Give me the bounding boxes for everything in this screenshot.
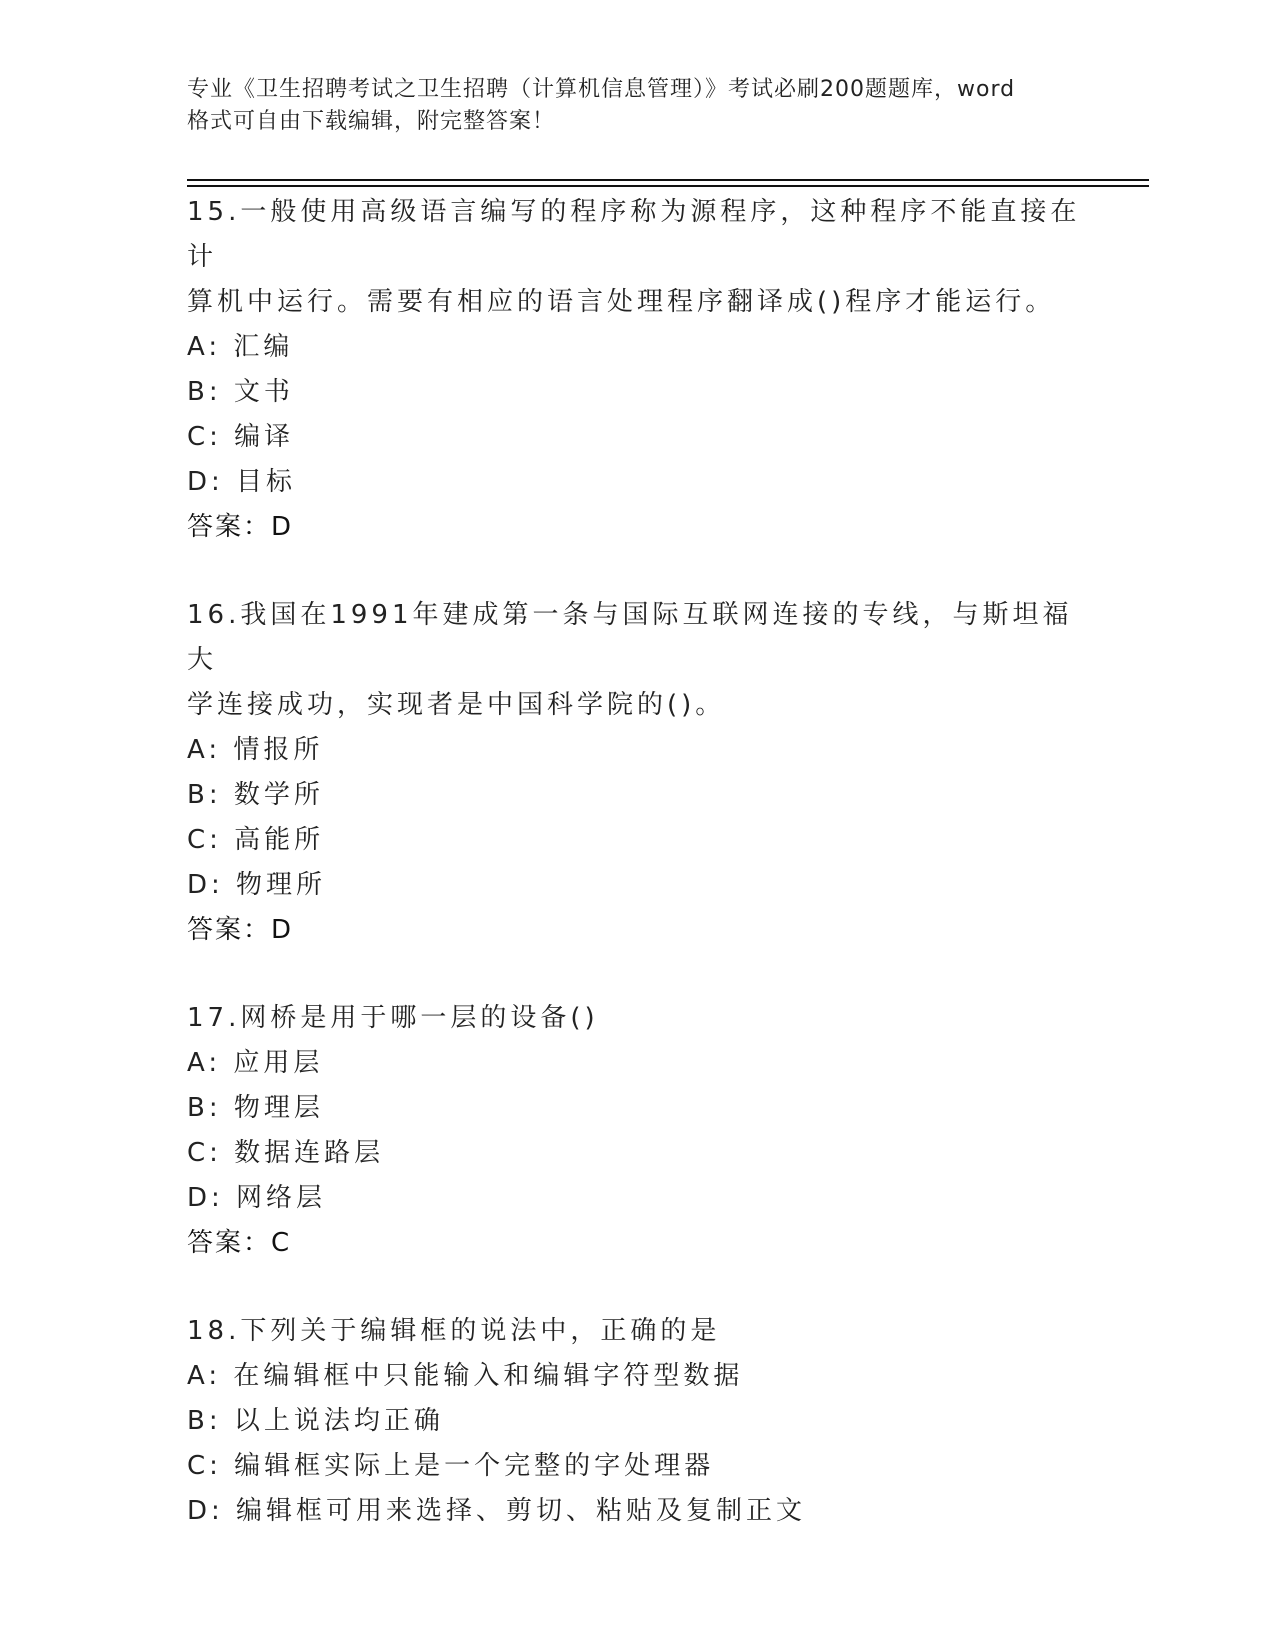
option-b: B: 以上说法均正确 [187,1406,444,1436]
header-line-1: 专业《卫生招聘考试之卫生招聘（计算机信息管理）》考试必刷200题题库，word [187,77,1016,102]
option-b: B: 物理层 [187,1093,324,1123]
option-c: C: 编译 [187,422,295,452]
answer-line: 答案：D [187,512,294,542]
option-d: D: 目标 [187,467,297,497]
option-a: A: 应用层 [187,1048,324,1078]
question-stem-line: 18.下列关于编辑框的说法中，正确的是 [187,1316,721,1346]
question-stem-line: 17.网桥是用于哪一层的设备() [187,1003,599,1033]
spacer [187,550,1087,593]
option-c: C: 高能所 [187,825,325,855]
option-a: A: 情报所 [187,735,324,765]
question-stem-line: 学连接成功，实现者是中国科学院的()。 [187,690,726,720]
option-b: B: 文书 [187,377,294,407]
header-line-2: 格式可自由下载编辑，附完整答案！ [187,109,556,134]
option-d: D: 物理所 [187,870,327,900]
option-c: C: 数据连路层 [187,1138,385,1168]
option-c: C: 编辑框实际上是一个完整的字处理器 [187,1451,715,1481]
question-stem-line: 15.一般使用高级语言编写的程序称为源程序，这种程序不能直接在计 [187,197,1081,272]
question-16 [187,593,1087,953]
header-divider-top [187,179,1149,181]
option-a: A: 汇编 [187,332,294,362]
option-b: B: 数学所 [187,780,324,810]
option-d: D: 网络层 [187,1183,327,1213]
answer-line: 答案：D [187,915,294,945]
question-stem-line: 算机中运行。需要有相应的语言处理程序翻译成()程序才能运行。 [187,287,1056,317]
option-d: D: 编辑框可用来选择、剪切、粘贴及复制正文 [187,1496,807,1526]
question-stem-line: 16.我国在1991年建成第一条与国际互联网连接的专线，与斯坦福大 [187,600,1073,675]
document-header [187,74,1087,138]
question-15 [187,190,1087,550]
spacer [187,1266,1087,1309]
question-list [187,190,1087,1534]
header-divider-bottom [187,185,1149,187]
spacer [187,953,1087,996]
question-17 [187,996,1087,1266]
option-a: A: 在编辑框中只能输入和编辑字符型数据 [187,1361,744,1391]
answer-line: 答案：C [187,1228,292,1258]
question-18 [187,1309,1087,1534]
